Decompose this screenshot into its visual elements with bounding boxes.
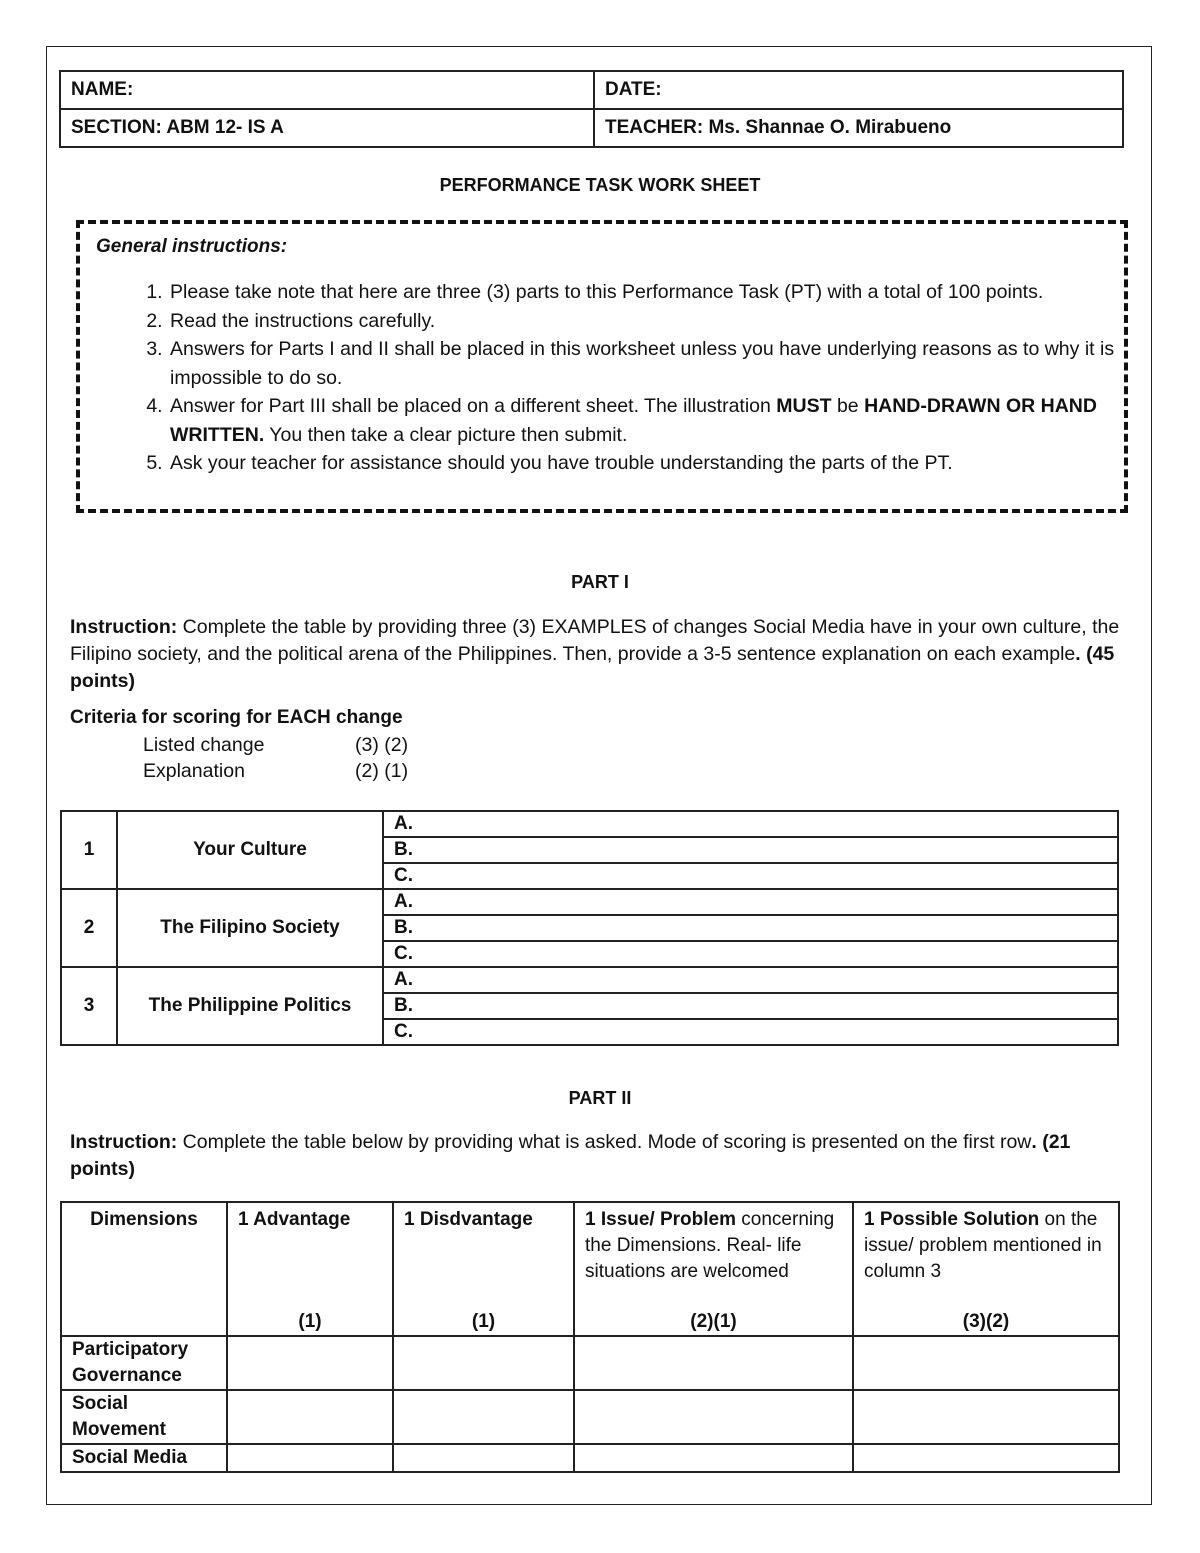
part2-table	[60, 1201, 1120, 1473]
criteria-heading: Criteria for scoring for EACH change	[70, 707, 403, 728]
answer-cell[interactable]	[227, 1444, 393, 1472]
row-number: 3	[61, 967, 117, 1045]
table-row	[61, 1444, 1119, 1472]
instruction-text: You then take a clear picture then submit.	[264, 423, 628, 446]
answer-cell[interactable]	[574, 1444, 853, 1472]
row-number: 2	[61, 889, 117, 967]
column-header-issue	[574, 1202, 853, 1336]
answer-cell[interactable]: A.	[383, 967, 1118, 993]
instruction-text: Complete the table by providing three (3) EXAMPLES of changes Social Media have in your own culture, the Filipino society, and the political arena of the Philippines. Then, provide a 3-5 sentence explanation on each example	[70, 616, 1120, 665]
row-number: 1	[61, 811, 117, 889]
section-field: SECTION: ABM 12- IS A	[60, 109, 594, 147]
answer-cell[interactable]: C.	[383, 941, 1118, 967]
column-points: (1)	[298, 1311, 322, 1332]
instruction-emphasis: HAND-DRAWN OR HAND WRITTEN.	[170, 395, 1097, 446]
instruction-label: Instruction:	[70, 1131, 178, 1153]
answer-cell[interactable]: B.	[383, 915, 1118, 941]
column-title: 1 Possible Solution	[864, 1209, 1040, 1230]
column-title: Dimensions	[90, 1209, 198, 1230]
column-points: (2)(1)	[690, 1311, 737, 1332]
answer-cell[interactable]: A.	[383, 811, 1118, 837]
answer-cell[interactable]: C.	[383, 863, 1118, 889]
general-instructions-box	[76, 220, 1128, 513]
instruction-points: . (45 points)	[70, 643, 1115, 692]
column-description: concerning the Dimensions. Real- life situations are welcomed	[585, 1209, 835, 1282]
table-row	[61, 1336, 1119, 1390]
criteria-label: Listed change	[143, 734, 265, 756]
answer-cell[interactable]: B.	[383, 837, 1118, 863]
answer-cell[interactable]	[574, 1390, 853, 1444]
answer-cell[interactable]	[853, 1390, 1119, 1444]
part1-instruction	[70, 614, 1130, 695]
instruction-item: 2. Read the instructions carefully.	[168, 307, 1128, 336]
instruction-item: 1. Please take note that here are three (3) parts to this Performance Task (PT) with a total of 100 points.	[168, 278, 1128, 307]
general-instructions-heading: General instructions:	[96, 236, 288, 257]
answer-cell[interactable]	[853, 1444, 1119, 1472]
column-header-dimensions	[61, 1202, 227, 1336]
instruction-text: be	[831, 395, 865, 417]
column-title: 1 Advantage	[238, 1209, 351, 1230]
student-info-table	[59, 70, 1124, 148]
table-row	[61, 967, 1118, 993]
part1-table	[60, 810, 1119, 1046]
instruction-text: Complete the table below by providing what is asked. Mode of scoring is presented on the first row	[177, 1131, 1032, 1153]
instruction-item	[168, 392, 1128, 449]
answer-cell[interactable]: C.	[383, 1019, 1118, 1045]
column-points: (1)	[471, 1311, 496, 1332]
answer-cell[interactable]	[393, 1390, 574, 1444]
instruction-text: Answer for Part III shall be placed on a different sheet. The illustration	[170, 395, 777, 417]
criteria-points: (3) (2)	[355, 734, 409, 756]
column-header-solution	[853, 1202, 1119, 1336]
worksheet-title: PERFORMANCE TASK WORK SHEET	[439, 175, 761, 195]
instruction-label: Instruction:	[70, 616, 178, 638]
row-category: The Philippine Politics	[117, 967, 383, 1045]
answer-cell[interactable]: B.	[383, 993, 1118, 1019]
header-row	[61, 1202, 1119, 1336]
criteria-row	[143, 734, 409, 757]
criteria-row	[143, 760, 409, 783]
dimension-label: Participatory Governance	[61, 1336, 227, 1390]
instruction-points: . (21 points)	[70, 1131, 1071, 1180]
answer-cell[interactable]: A.	[383, 889, 1118, 915]
table-row	[61, 811, 1118, 837]
date-field[interactable]: DATE:	[594, 71, 1123, 109]
name-field[interactable]: NAME:	[60, 71, 594, 109]
part1-title: PART I	[571, 572, 629, 592]
general-instructions-list	[130, 278, 1128, 478]
answer-cell[interactable]	[853, 1336, 1119, 1390]
instruction-item: 5. Ask your teacher for assistance should you have trouble understanding the parts of the PT.	[168, 449, 1128, 478]
column-description: on the issue/ problem mentioned in column 3	[864, 1209, 1102, 1282]
part2-instruction	[70, 1129, 1130, 1183]
answer-cell[interactable]	[574, 1336, 853, 1390]
answer-cell[interactable]	[227, 1336, 393, 1390]
part2-title: PART II	[568, 1088, 632, 1108]
column-points: (3)(2)	[962, 1311, 1010, 1332]
answer-cell[interactable]	[393, 1444, 574, 1472]
column-title: 1 Issue/ Problem	[585, 1209, 737, 1230]
answer-cell[interactable]	[393, 1336, 574, 1390]
column-header-disadvantage	[393, 1202, 574, 1336]
teacher-field: TEACHER: Ms. Shannae O. Mirabueno	[594, 109, 1123, 147]
instruction-emphasis: MUST	[776, 395, 832, 417]
answer-cell[interactable]	[227, 1390, 393, 1444]
criteria-points: (2) (1)	[355, 760, 409, 782]
dimension-label: Social Media	[61, 1444, 227, 1472]
column-title: 1 Disdvantage	[404, 1209, 533, 1230]
table-row	[61, 1390, 1119, 1444]
dimension-label: Social Movement	[61, 1390, 227, 1444]
table-row	[61, 889, 1118, 915]
row-category: The Filipino Society	[117, 889, 383, 967]
criteria-label: Explanation	[143, 760, 245, 782]
column-header-advantage	[227, 1202, 393, 1336]
instruction-item: 3. Answers for Parts I and II shall be placed in this worksheet unless you have underlying reasons as to why it is impossible to do so.	[168, 335, 1128, 392]
row-category: Your Culture	[117, 811, 383, 889]
